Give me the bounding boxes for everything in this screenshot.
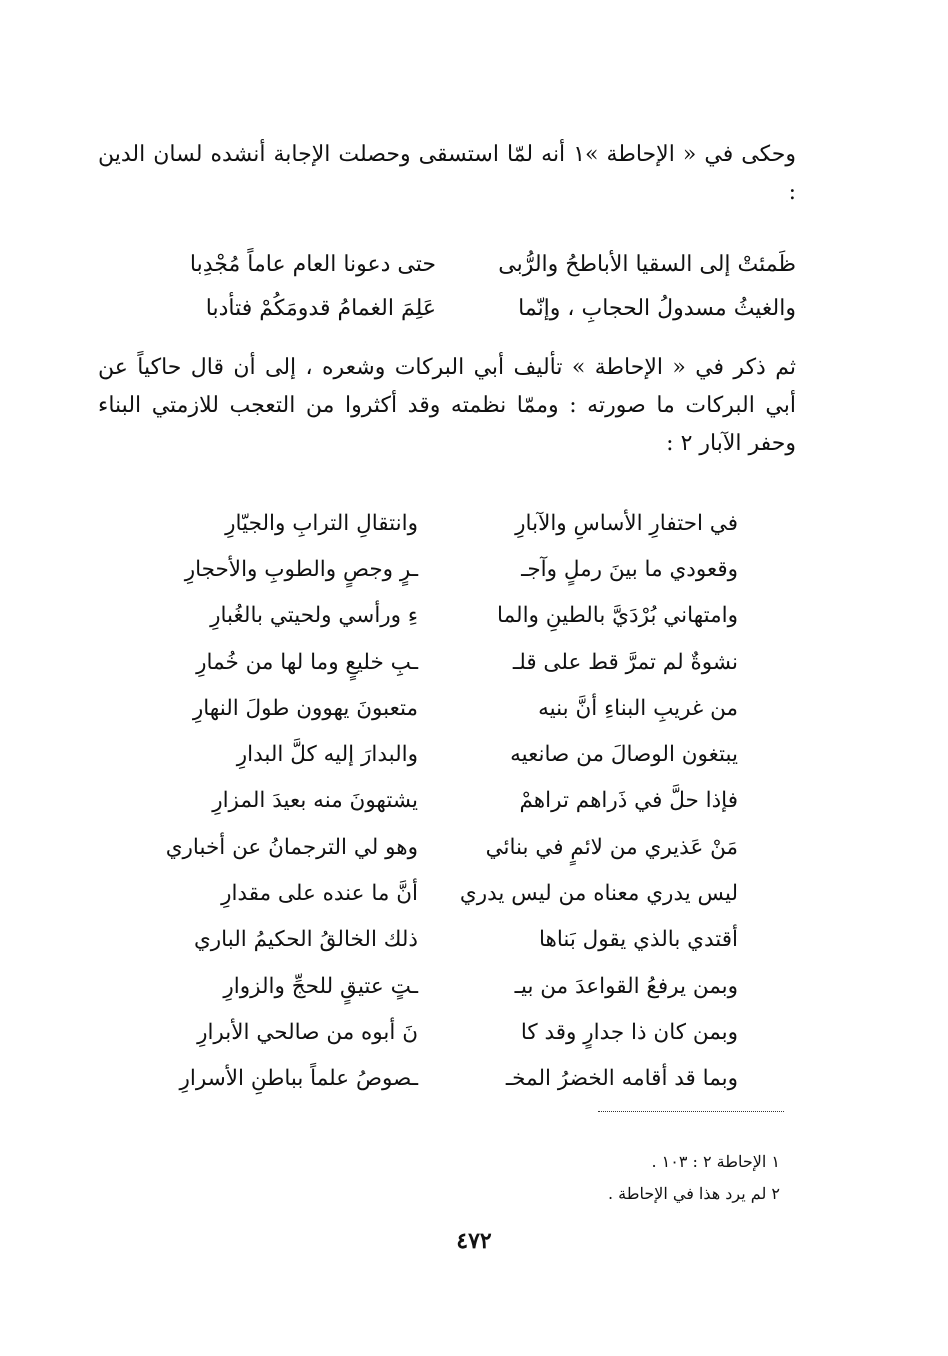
second-hemistich: والبدارَ إليه كلَّ البدارِ [236, 742, 418, 768]
verse-line [138, 917, 738, 963]
verse-line [138, 731, 738, 777]
first-hemistich: وبما قد أقامه الخضرُ المخـ [505, 1066, 738, 1092]
verse-line [138, 639, 738, 685]
verse-line [138, 1056, 738, 1102]
verse-line [138, 778, 738, 824]
verse-line [138, 1009, 738, 1055]
verse-line [138, 593, 738, 639]
second-hemistich: ذلك الخالقُ الحكيمُ الباري [193, 927, 418, 953]
first-hemistich: وبمن يرفعُ القواعدَ من بيـ [514, 973, 738, 999]
second-hemistich: ءِ ورأسي ولحيتي بالغُبارِ [210, 603, 418, 629]
intro-paragraph: وحكى في « الإحاطة »١ أنه لمّا استسقى وحصلت الإجابة أنشده لسان الدين : [98, 142, 796, 205]
verse-line [138, 685, 738, 731]
first-hemistich: نشوةٌ لم تمرَّ قط على قلـ [512, 649, 738, 675]
verse-line [138, 824, 738, 870]
second-hemistich: عَلِمَ الغمامُ قدومَكُمْ فتأدبا [205, 295, 436, 321]
verse-line [138, 500, 738, 546]
second-hemistich: متعبونَ يهوون طولَ النهارِ [192, 695, 418, 721]
poem [138, 500, 738, 1102]
second-hemistich: يشتهونَ منه بعيدَ المزارِ [212, 788, 418, 814]
second-hemistich: حتى دعونا العام عاماً مُجْدِبا [189, 251, 436, 277]
verse-line [138, 963, 738, 1009]
footnotes [380, 1146, 780, 1210]
verse-line [138, 870, 738, 916]
first-hemistich: أقتدي بالذي يقول بَناها [538, 927, 738, 953]
footnote-divider [598, 1111, 784, 1112]
first-hemistich: مَنْ عَذيري من لائمٍ في بنائي [485, 834, 738, 860]
first-hemistich: والغيثُ مسدولُ الحجابِ ، وإنّما [518, 295, 796, 321]
couplet-line [96, 242, 796, 286]
second-hemistich: وهو لي الترجمانُ عن أخباري [165, 834, 418, 860]
second-hemistich: ـصوصُ علماً بباطنِ الأسرارِ [179, 1066, 418, 1092]
second-hemistich: ـتٍ عتيقٍ للحجِّ والزوارِ [223, 973, 418, 999]
first-hemistich: من غريبِ البناءِ أنَّ بنيه [538, 695, 738, 721]
second-paragraph: ثم ذكر في « الإحاطة » تأليف أبي البركات وشعره ، إلى أن قال حاكياً عن أبي البركات ما صورته : وممّا نظمته وقد أكثروا من التعجب للازمتي البناء وحفر الآبار ٢ : [98, 355, 796, 456]
second-hemistich: ـرٍ وجصٍ والطوبِ والأحجارِ [184, 556, 418, 582]
first-hemistich: في احتفارِ الأساسِ والآبارِ [515, 510, 738, 536]
page-number: ٤٧٢ [456, 1228, 492, 1254]
second-hemistich: ـبِ خليعٍ وما لها من خُمارِ [196, 649, 418, 675]
first-hemistich: فإذا حلَّ في ذَراهم تراهمْ [519, 788, 738, 814]
verse-line [138, 546, 738, 592]
second-hemistich: نَ أبوه من صالحي الأبرارِ [197, 1019, 418, 1045]
first-hemistich: يبتغون الوصالَ من صانعيه [510, 742, 738, 768]
couplets [96, 242, 796, 330]
first-hemistich: ليس يدري معناه من ليس يدري [459, 881, 738, 907]
footnote: ٢ لم يرد هذا في الإحاطة . [607, 1184, 780, 1203]
first-hemistich: ظَمئتْ إلى السقيا الأباطحُ والرُّبى [498, 251, 796, 277]
second-hemistich: وانتقالِ الترابِ والجيّارِ [225, 510, 418, 536]
second-hemistich: أنَّ ما عنده على مقدارِ [221, 881, 418, 907]
couplet-line [96, 286, 796, 330]
first-hemistich: وبمن كان ذا جدارٍ وقد كا [520, 1019, 738, 1045]
footnote: ١ الإحاطة ٢ : ١٠٣ . [651, 1152, 780, 1171]
first-hemistich: وقعودي ما بينَ رملٍ وآجـ [521, 556, 738, 582]
first-hemistich: وامتهاني بُرْدَيَّ بالطينِ والما [497, 603, 738, 629]
